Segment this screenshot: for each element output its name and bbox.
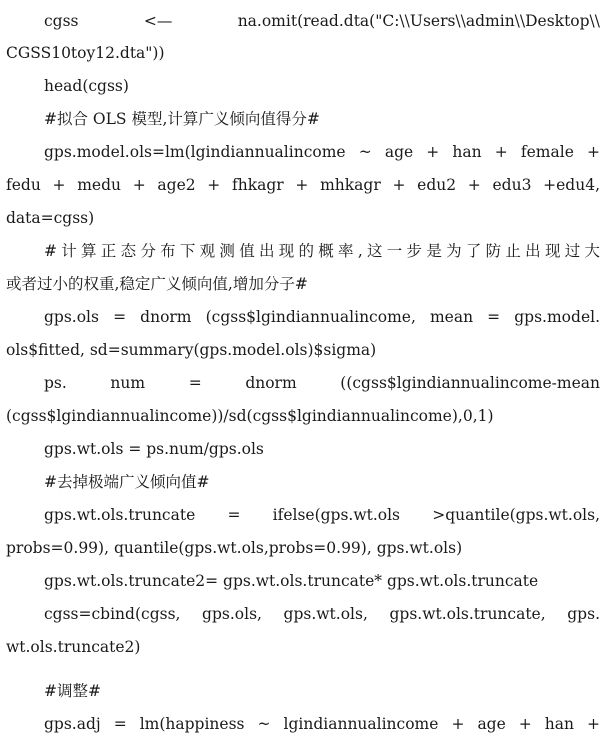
code-line: data=cgss) <box>6 209 95 227</box>
code-line: wt.ols.truncate2) <box>6 638 141 656</box>
comment-line: #拟合 OLS 模型,计算广义倾向值得分# <box>44 110 320 128</box>
code-line: gps.ols = dnorm (cgss$lgindiannualincome, mean = gps.model. <box>44 308 600 326</box>
code-line: gps.wt.ols.truncate2= gps.wt.ols.truncate* gps.wt.ols.truncate <box>44 572 539 590</box>
code-line: cgss=cbind(cgss, gps.ols, gps.wt.ols, gps.wt.ols.truncate, gps. <box>44 605 600 623</box>
code-line: CGSS10toy12.dta")) <box>6 44 165 62</box>
code-line: ols$fitted, sd=summary(gps.model.ols)$sigma) <box>6 341 377 359</box>
code-line: fedu + medu + age2 + fhkagr + mhkagr + edu2 + edu3 +edu4, <box>6 176 600 194</box>
code-line: cgss <— na.omit(read.dta("C:\\Users\\admin\\Desktop\\ <box>44 12 600 30</box>
comment-line: #去掉极端广义倾向值# <box>44 473 210 491</box>
code-line: probs=0.99), quantile(gps.wt.ols,probs=0.99), gps.wt.ols) <box>6 539 463 557</box>
code-line: gps.wt.ols = ps.num/gps.ols <box>44 440 264 458</box>
code-line: gps.wt.ols.truncate = ifelse(gps.wt.ols >quantile(gps.wt.ols, <box>44 506 600 524</box>
comment-line: #调整# <box>44 682 101 700</box>
code-line: (cgss$lgindiannualincome))/sd(cgss$lgindiannualincome),0,1) <box>6 407 494 425</box>
code-line: gps.model.ols=lm(lgindiannualincome ~ age + han + female + <box>44 143 600 161</box>
code-line: gps.adj = lm(happiness ~ lgindiannualincome + age + han + <box>44 715 600 733</box>
code-line: ps. num = dnorm ((cgss$lgindiannualincome-mean <box>44 374 600 392</box>
code-line: head(cgss) <box>44 77 129 95</box>
comment-line: 或者过小的权重,稳定广义倾向值,增加分子# <box>6 275 308 293</box>
comment-line: #计算正态分布下观测值出现的概率,这一步是为了防止出现过大 <box>44 242 600 260</box>
